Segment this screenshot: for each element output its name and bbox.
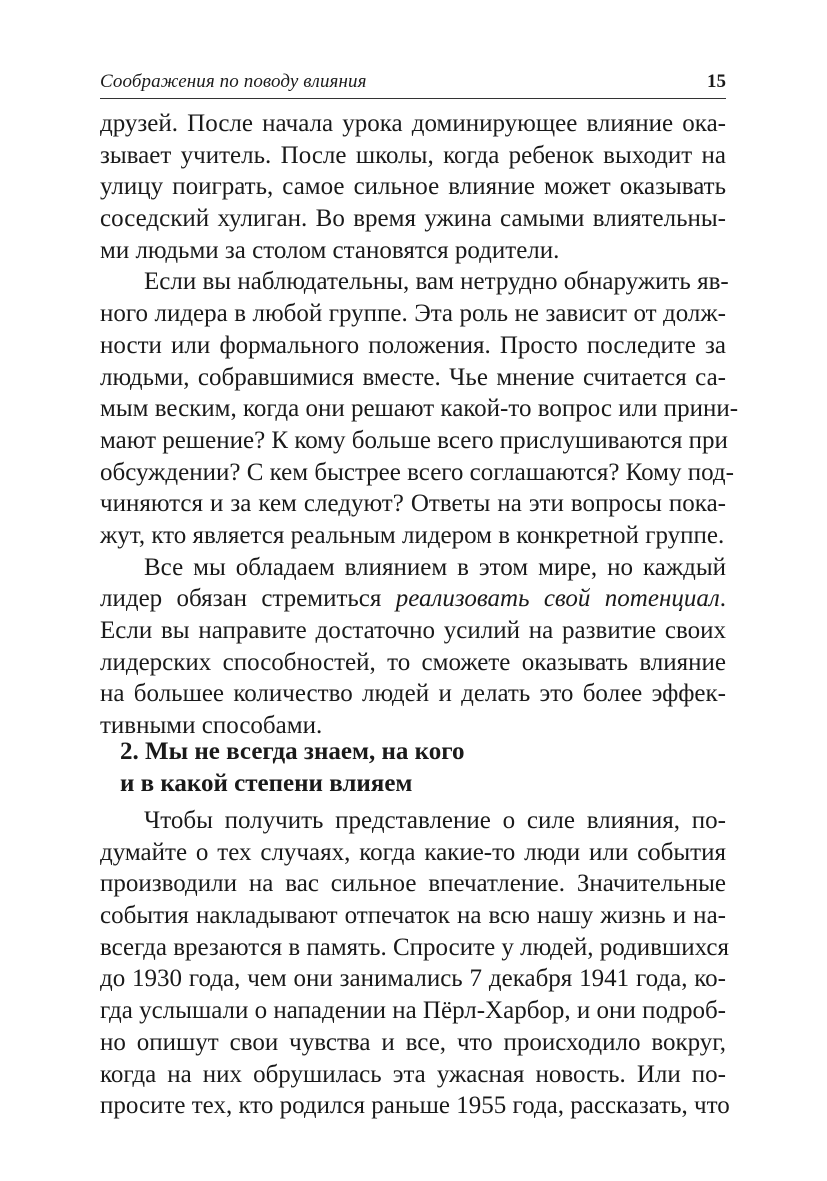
text-line: когда на них обрушилась эта ужасная новость. Или по- xyxy=(100,1060,726,1088)
section-1-text xyxy=(100,108,739,742)
page-number: 15 xyxy=(707,71,726,92)
text-line: соседский хулиган. Во время ужина самыми влиятельны- xyxy=(100,205,726,233)
paragraph xyxy=(100,266,739,551)
text-line: друзей. После начала урока доминирующее влияние ока- xyxy=(100,110,726,137)
heading-line: 2. Мы не всегда знаем, на кого xyxy=(120,738,465,765)
text-line: события накладывают отпечаток на всю нашу жизнь и на- xyxy=(100,902,726,930)
text-line: обсуждении? С кем быстрее всего соглашаются? Кому под- xyxy=(100,458,734,486)
text-line: ного лидера в любой группе. Эта роль не зависит от долж- xyxy=(100,300,726,328)
text-line: жут, кто является реальным лидером в конкретной группе. xyxy=(100,521,725,549)
text-segment: . xyxy=(719,585,726,613)
text-line: мым веским, когда они решают какой-то вопрос или прини- xyxy=(100,395,739,423)
text-line: гда услышали о нападении на Пёрл-Харбор, и они подроб- xyxy=(100,997,726,1025)
text-line: зывает учитель. После школы, когда ребенок выходит на xyxy=(100,141,726,169)
running-title: Соображения по поводу влияния xyxy=(100,71,367,92)
text-segment: лидер обязан стремиться xyxy=(100,585,396,613)
text-line: просите тех, кто родился раньше 1955 года, рассказать, что xyxy=(100,1092,730,1120)
paragraph xyxy=(100,108,726,266)
text-line: Если вы направите достаточно усилий на развитие своих xyxy=(100,617,726,644)
text-line: но опишут свои чувства и все, что происходило вокруг, xyxy=(100,1028,726,1056)
text-line: до 1930 года, чем они занимались 7 декабря 1941 года, ко- xyxy=(100,965,726,993)
text-line: думайте о тех случаях, когда какие-то люди или события xyxy=(100,838,726,866)
text-line-emphasis xyxy=(100,583,726,615)
text-line: ми людьми за столом становятся родители. xyxy=(100,236,560,264)
paragraph xyxy=(100,552,726,742)
paragraph xyxy=(100,805,730,1122)
header-rule xyxy=(100,98,726,99)
heading-line: и в какой степени влияем xyxy=(120,769,413,797)
text-line: мают решение? К кому больше всего прислушиваются при xyxy=(100,426,728,454)
section-2-text xyxy=(100,805,730,1122)
text-line: Если вы наблюдательны, вам нетрудно обнаружить яв- xyxy=(144,268,729,296)
text-line: тивными способами. xyxy=(100,712,323,740)
text-line: чиняются и за кем следуют? Ответы на эти вопросы пока- xyxy=(100,490,726,518)
text-line: улицу поиграть, самое сильное влияние может оказывать xyxy=(100,173,726,201)
emphasis-text: реализовать свой потенциал xyxy=(395,585,720,613)
text-line: людьми, собравшимися вместе. Чье мнение считается са- xyxy=(100,363,726,391)
text-line: Все мы обладаем влиянием в этом мире, но каждый xyxy=(144,553,726,581)
text-line: всегда врезаются в память. Спросите у людей, родившихся xyxy=(100,933,729,961)
text-line: лидерских способностей, то сможете оказывать влияние xyxy=(100,648,726,676)
text-line: производили на вас сильное впечатление. Значительные xyxy=(100,870,726,898)
text-line: на большее количество людей и делать это более эффек- xyxy=(100,680,726,708)
section-heading xyxy=(120,736,720,799)
text-line: Чтобы получить представление о силе влияния, по- xyxy=(144,807,726,834)
running-head xyxy=(100,70,726,94)
text-line: ности или формального положения. Просто последите за xyxy=(100,331,726,359)
